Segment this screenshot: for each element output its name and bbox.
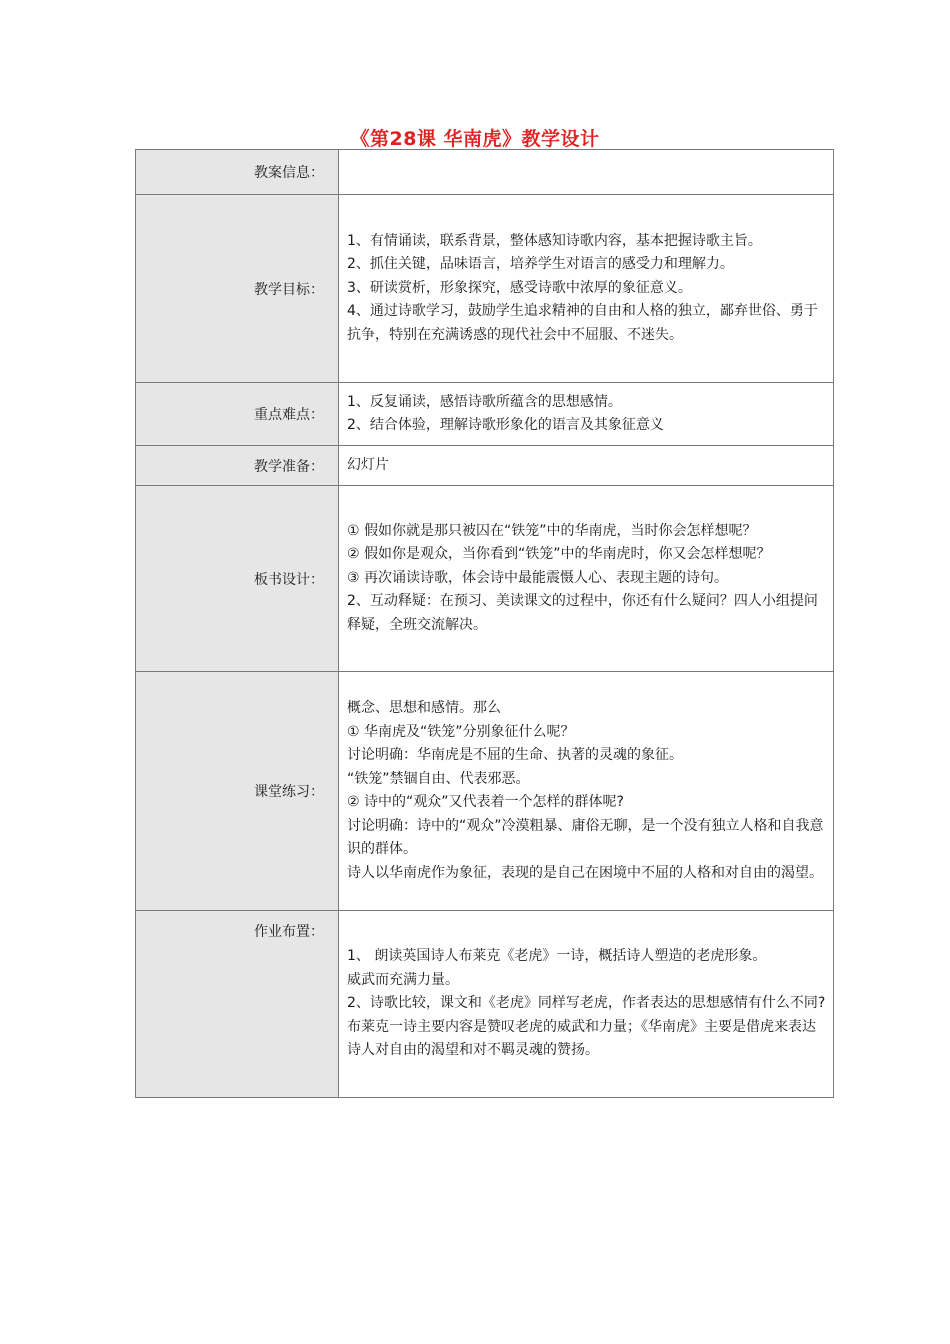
table-row [136,150,834,195]
list-item: 幻灯片 [347,456,389,473]
table-row [136,486,834,672]
list-item: ① 假如你就是那只被囚在“铁笼”中的华南虎，当时你会怎样想呢？ [347,522,757,539]
table-row [136,911,834,1098]
row-label-lesson-info: 教案信息： [136,150,339,195]
row-content-key-points [339,383,834,446]
list-item: 2、抓住关键，品味语言，培养学生对语言的感受力和理解力。 [347,256,734,273]
list-item: ① 华南虎及“铁笼”分别象征什么呢？ [347,723,575,740]
list-item: 讨论明确：华南虎是不屈的生命、执著的灵魂的象征。 [347,747,683,763]
table-row [136,195,834,383]
row-label-key-points: 重点难点： [136,383,339,446]
list-item: 讨论明确：诗中的“观众”冷漠粗暴、庸俗无聊，是一个没有独立人格和自我意识的群体。 [347,817,824,857]
list-item: 概念、思想和感情。那么 [347,700,501,716]
list-item: 2、结合体验，理解诗歌形象化的语言及其象征意义 [347,417,664,433]
list-item: 诗人以华南虎作为象征，表现的是自己在困境中不屈的人格和对自由的渴望。 [347,864,823,881]
row-content-homework [339,911,834,1098]
lesson-plan-table [135,149,834,1098]
row-content-board-design [339,486,834,672]
list-item: 3、研读赏析，形象探究，感受诗歌中浓厚的象征意义。 [347,279,692,296]
list-item: 2、诗歌比较，课文和《老虎》同样写老虎，作者表达的思想感情有什么不同? [347,995,826,1012]
row-label-preparation: 教学准备： [136,446,339,486]
list-item: 布莱克一诗主要内容是赞叹老虎的威武和力量；《华南虎》主要是借虎来表达诗人对自由的渴望和对不羁灵魂的赞扬。 [347,1018,816,1059]
row-label-board-design: 板书设计： [136,486,339,672]
list-item: 威武而充满力量。 [347,971,459,988]
row-content-lesson-info [339,150,834,195]
row-content-classroom-exercise [339,672,834,911]
list-item: 4、通过诗歌学习，鼓励学生追求精神的自由和人格的独立，鄙弃世俗、勇于抗争，特别在充满诱惑的现代社会中不屈服、不迷失。 [347,303,818,343]
row-label-homework: 作业布置： [136,911,339,1098]
row-content-objectives [339,195,834,383]
list-item: ② 假如你是观众，当你看到“铁笼”中的华南虎时，你又会怎样想呢？ [347,546,771,563]
row-content-preparation [339,446,834,486]
row-label-objectives: 教学目标： [136,195,339,383]
document-title: 《第28课 华南虎》教学设计 [350,128,600,150]
list-item: 1、反复诵读，感悟诗歌所蕴含的思想感情。 [347,393,622,410]
list-item: ② 诗中的“观众”又代表着一个怎样的群体呢? [347,794,624,810]
row-label-classroom-exercise: 课堂练习： [136,672,339,911]
list-item: 2、互动释疑：在预习、美读课文的过程中，你还有什么疑问？四人小组提问释疑，全班交流解决。 [347,593,818,633]
list-item: ③ 再次诵读诗歌，体会诗中最能震慑人心、表现主题的诗句。 [347,569,728,586]
table-row [136,446,834,486]
list-item: 1、有情诵读，联系背景，整体感知诗歌内容，基本把握诗歌主旨。 [347,232,762,249]
list-item: “铁笼”禁锢自由、代表邪恶。 [347,770,530,787]
table-row [136,672,834,911]
list-item: 1、 朗读英国诗人布莱克《老虎》一诗，概括诗人塑造的老虎形象。 [347,948,767,965]
table-row [136,383,834,446]
